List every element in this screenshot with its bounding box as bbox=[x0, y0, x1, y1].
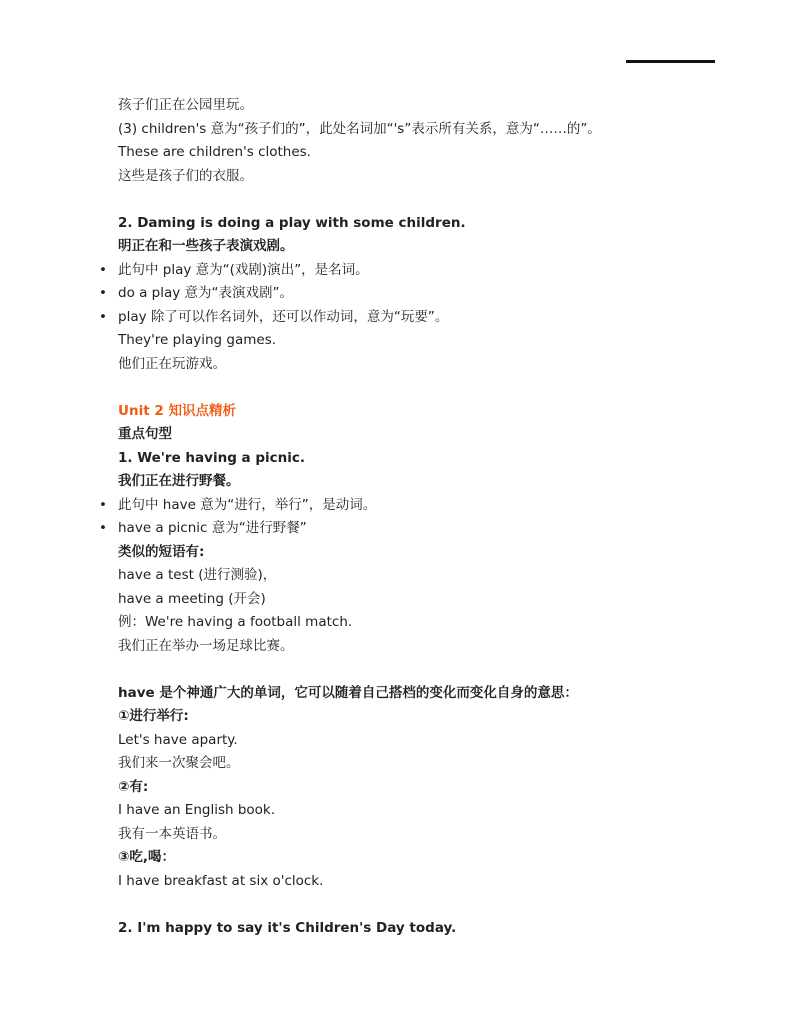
line-text: (3) children's 意为“孩子们的”，此处名词加“'s”表示所有关系，意为“……的”。 bbox=[118, 120, 601, 137]
bold-line bbox=[118, 212, 738, 236]
bold-line bbox=[118, 917, 738, 941]
line-text: 我们正在进行野餐。 bbox=[118, 473, 240, 489]
bold-line bbox=[118, 541, 738, 565]
bullet-item bbox=[99, 282, 738, 306]
line-text: 我有一本英语书。 bbox=[118, 825, 226, 842]
text-line bbox=[118, 353, 738, 377]
text-line bbox=[118, 729, 738, 753]
bold-line bbox=[118, 235, 738, 259]
document-body bbox=[99, 94, 738, 940]
line-text: 他们正在玩游戏。 bbox=[118, 355, 226, 372]
line-text: 例：We're having a football match. bbox=[118, 614, 353, 630]
line-text: ②有: bbox=[118, 778, 149, 795]
line-text: 类似的短语有: bbox=[118, 543, 205, 560]
bold-line bbox=[118, 447, 738, 471]
text-line bbox=[118, 635, 738, 659]
blank-line bbox=[118, 376, 738, 400]
text-line bbox=[118, 564, 738, 588]
bullet-item bbox=[99, 259, 738, 283]
line-text: have 是个神通广大的单词，它可以随着自己搭档的变化而变化自身的意思： bbox=[118, 684, 578, 701]
line-text: 此句中 have 意为“进行，举行”，是动词。 bbox=[118, 496, 377, 513]
bullet-icon: • bbox=[99, 261, 107, 278]
bullet-item bbox=[99, 494, 738, 518]
line-text: 明正在和一些孩子表演戏剧。 bbox=[118, 238, 294, 254]
text-line bbox=[118, 165, 738, 189]
line-text: 我们来一次聚会吧。 bbox=[118, 755, 240, 771]
line-text: 2. Daming is doing a play with some children. bbox=[118, 214, 466, 231]
line-text: I have breakfast at six o'clock. bbox=[118, 872, 324, 889]
header-rule bbox=[626, 60, 715, 63]
bullet-icon: • bbox=[99, 520, 107, 536]
text-line bbox=[118, 799, 738, 823]
bullet-icon: • bbox=[99, 285, 107, 301]
line-text: 2. I'm happy to say it's Children's Day today. bbox=[118, 919, 457, 936]
text-line bbox=[118, 588, 738, 612]
text-line bbox=[118, 141, 738, 165]
line-text: These are children's clothes. bbox=[118, 144, 311, 160]
line-text: 我们正在举办一场足球比赛。 bbox=[118, 637, 294, 654]
line-text: ③吃,喝： bbox=[118, 849, 176, 865]
text-line bbox=[118, 752, 738, 776]
bullet-item bbox=[99, 306, 738, 330]
bullet-icon: • bbox=[99, 496, 107, 513]
line-text: ①进行举行: bbox=[118, 708, 189, 724]
text-line bbox=[118, 94, 738, 118]
bold-line bbox=[118, 846, 738, 870]
text-line bbox=[118, 823, 738, 847]
line-text: have a picnic 意为“进行野餐” bbox=[118, 520, 307, 536]
blank-line bbox=[118, 893, 738, 917]
text-line bbox=[118, 870, 738, 894]
text-line bbox=[118, 329, 738, 353]
line-text: 这些是孩子们的衣服。 bbox=[118, 167, 253, 184]
line-text: do a play 意为“表演戏剧”。 bbox=[118, 285, 294, 301]
line-text: play 除了可以作名词外，还可以作动词，意为“玩要”。 bbox=[118, 308, 449, 325]
line-text: have a test (进行测验)， bbox=[118, 567, 277, 583]
blank-line bbox=[118, 188, 738, 212]
line-text: They're playing games. bbox=[118, 332, 277, 348]
text-line bbox=[118, 118, 738, 142]
line-text: 孩子们正在公园里玩。 bbox=[118, 97, 253, 113]
text-line bbox=[118, 611, 738, 635]
bold-line bbox=[118, 423, 738, 447]
bold-line bbox=[118, 776, 738, 800]
bold-line bbox=[118, 682, 738, 706]
line-text: I have an English book. bbox=[118, 802, 276, 818]
bullet-item bbox=[99, 517, 738, 541]
bold-line bbox=[118, 705, 738, 729]
blank-line bbox=[118, 658, 738, 682]
bullet-icon: • bbox=[99, 308, 107, 325]
line-text: 1. We're having a picnic. bbox=[118, 449, 306, 466]
line-text: 此句中 play 意为“(戏剧)演出”，是名词。 bbox=[118, 261, 369, 278]
line-text: have a meeting (开会) bbox=[118, 590, 266, 607]
section-heading bbox=[118, 400, 738, 424]
line-text: Let's have aparty. bbox=[118, 731, 238, 748]
bold-line bbox=[118, 470, 738, 494]
line-text: Unit 2 知识点精析 bbox=[118, 402, 236, 419]
line-text: 重点句型 bbox=[118, 426, 172, 442]
